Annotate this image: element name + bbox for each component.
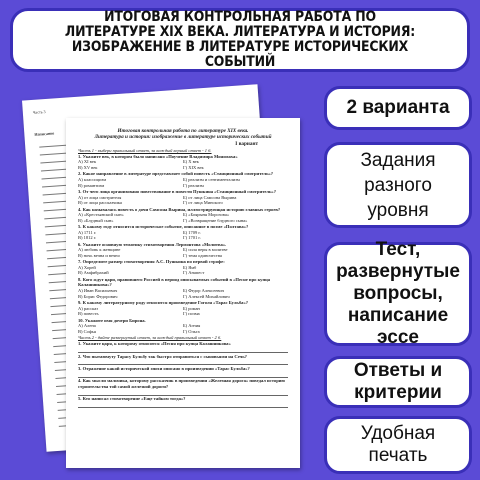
badge-variants-text: 2 варианта xyxy=(346,97,450,118)
answer-line xyxy=(78,347,288,353)
answer-option: Г) тема одиночества xyxy=(183,252,222,258)
badge-levels-line: уровня xyxy=(367,199,429,221)
question-text: 7. Определите размер стихотворения А.С. Пушкина по первой строфе: xyxy=(78,259,225,265)
worksheet-front-page xyxy=(66,118,300,468)
question-options xyxy=(78,288,288,299)
answer-option: Г) Анапест xyxy=(183,270,205,276)
back-part-label: Часть 3 xyxy=(32,109,46,115)
question-options xyxy=(78,195,288,206)
badge-task-types-line: Тест, xyxy=(375,239,421,260)
open-question-text: 1. Укажите царя, к которому относится «Песня про купца Калашникова» xyxy=(78,341,231,347)
answer-option: В) романтизм xyxy=(78,182,105,188)
answer-option: Б) «Боярыня Морозова» xyxy=(183,212,230,218)
question-text: 8. Кого ждут цари, правившего Россией в период описываемых событий в «Песне про купца Калашникова»? xyxy=(78,276,271,288)
question-text: 3. От чего лица организовано повествование в повести Пушкина «Станционный смотритель»? xyxy=(78,188,277,194)
part1-instructions: Часть 1 - выбери правильный ответ, за каждый верный ответ - 1 б. xyxy=(78,148,212,153)
part2-instructions: Часть 2 - дайте развернутый ответ, за каждый правильный ответ - 2 б. xyxy=(78,335,222,341)
banner-title: ИТОГОВАЯ КОНТРОЛЬНАЯ РАБОТА ПО ЛИТЕРАТУРЕ XIX ВЕКА. ЛИТЕРАТУРА И ИСТОРИЯ: ИЗОБРАЖЕНИЕ В ЛИТЕРАТУРЕ ИСТОРИЧЕСКИХ СОБЫТИЙ xyxy=(64,9,416,70)
answer-option: Б) реализм и сентиментализм xyxy=(183,176,240,182)
answer-option: Б) сила веры в молитве xyxy=(183,247,228,253)
answer-option: В) от лица рассказчика xyxy=(78,200,122,206)
question-options xyxy=(78,230,288,241)
answer-option: В) ночь вечна и вечно xyxy=(78,252,120,258)
answer-line xyxy=(78,360,288,366)
question-options xyxy=(78,247,288,258)
open-question-text: 2. Что пытаюмуту Тарасу Бульбу так быстро отправиться с сыновьями на Сечь? xyxy=(78,353,247,359)
answer-line xyxy=(78,372,288,378)
badge-task-types-line: эссе xyxy=(377,327,419,348)
title-banner xyxy=(10,8,470,72)
open-question-text: 5. Кто написал стихотворение «Еще тайком тогда»? xyxy=(78,396,186,402)
badge-print xyxy=(324,416,472,474)
question-text: 6. Укажите основную тематику стихотворения Лермонтова «Молитва». xyxy=(78,241,227,247)
answer-option: Б) X век xyxy=(183,159,199,165)
badge-answers xyxy=(324,356,472,408)
question-text: 1. Укажите век, в котором было написано «Поучение Владимира Мономаха» xyxy=(78,153,238,159)
open-question-text: 3. Отражение какой исторической эпохи описано в произведении «Тарас Бульба»? xyxy=(78,365,250,371)
answer-option: Г) реализм xyxy=(183,182,204,188)
badge-print-line: печать xyxy=(368,445,428,466)
answer-option: Г) от лица Минского xyxy=(183,200,223,206)
question-text: 5. К какому году относится историческое событие, описанное в поэме «Полтава»? xyxy=(78,224,249,230)
answer-option: В) повесть xyxy=(78,311,99,317)
open-question-text: 4. Как мысли мальчика, которому рассказчик в произведении «Железная дорога» поведал историю строительства той самой железной дороги? xyxy=(78,378,285,389)
answer-option: Г) поэма xyxy=(183,311,200,317)
question-text: 4. Как называлась повесть о дочи Самсона Вырина, иллюстрирующая историю главных героев? xyxy=(78,206,281,212)
badge-levels xyxy=(324,142,472,228)
answer-option: А) Хорей xyxy=(78,264,96,270)
answer-option: Б) Ямб xyxy=(183,264,197,270)
answer-option: Г) 1701 г. xyxy=(183,235,201,241)
badge-levels-line: разного xyxy=(364,174,432,196)
answer-option: А) от лица смотрителя xyxy=(78,194,122,200)
answer-option: А) рассказ xyxy=(78,305,99,311)
answer-option: А) любовь к женщине xyxy=(78,247,121,253)
answer-option: Б) от лица Самсона Вырина xyxy=(183,194,237,200)
question-text: 10. Укажите имя дочери Бирона. xyxy=(78,317,146,323)
answer-option: Б) 1709 г. xyxy=(183,229,201,235)
badge-answers-line: Ответы и xyxy=(353,360,443,381)
answer-option: В) Софья xyxy=(78,328,96,334)
answer-option: А) XI век xyxy=(78,159,97,165)
badge-task-types-line: вопросы, xyxy=(353,283,443,304)
badge-variants xyxy=(324,86,472,130)
open-question-list xyxy=(78,341,288,408)
answer-option: В) Борис Федорович xyxy=(78,293,118,299)
worksheet-title: Итоговая контрольная работа по литературе XIX века. xyxy=(117,128,249,134)
answer-option: Г) «Возвращение блудного сына» xyxy=(183,217,248,223)
worksheet-subtitle: Литература и история: изображение в литературе исторических событий xyxy=(94,134,272,140)
answer-option: Б) Агния xyxy=(183,323,201,329)
question-options xyxy=(78,212,288,223)
answer-option: А) Иван Васильевич xyxy=(78,288,118,294)
answer-option: А) 1711 г. xyxy=(78,229,97,235)
badge-answers-line: критерии xyxy=(354,382,442,403)
answer-option: А) классицизм xyxy=(78,176,107,182)
question-options xyxy=(78,323,288,334)
variant-label: I вариант xyxy=(235,141,258,147)
back-task-label: Написание xyxy=(34,130,55,137)
badge-task-types-line: написание xyxy=(347,305,449,326)
answer-option: Г) Ольга xyxy=(183,328,200,334)
answer-option: В) Амфибрахий xyxy=(78,270,109,276)
answer-option: В) 1812 г. xyxy=(78,235,97,241)
answer-line xyxy=(78,402,288,408)
question-text: 9. К какому литературному роду относится произведение Гоголя «Тарас Бульба»? xyxy=(78,300,249,306)
answer-option: А) Алена xyxy=(78,323,96,329)
badge-print-line: Удобная xyxy=(360,423,436,444)
answer-option: В) «Блудный сын» xyxy=(78,217,114,223)
question-text: 2. Какое направление в литературе представляет собой повесть «Станционный смотритель»? xyxy=(78,171,274,177)
badge-task-types-line: развернутые xyxy=(336,261,460,282)
question-options xyxy=(78,306,288,317)
answer-option: Г) Алексей Михайлович xyxy=(183,293,230,299)
question-list xyxy=(78,154,288,335)
badge-levels-line: Задания xyxy=(360,149,436,171)
answer-option: Б) Федор Алексеевич xyxy=(183,288,225,294)
badge-task-types xyxy=(324,239,472,348)
question-options xyxy=(78,265,288,276)
question-options xyxy=(78,177,288,188)
question-options xyxy=(78,159,288,170)
answer-option: А) «Крестьянский сын» xyxy=(78,212,124,218)
answer-option: Г) XIX век xyxy=(183,164,204,170)
answer-option: Б) роман xyxy=(183,305,200,311)
answer-line xyxy=(78,390,288,396)
answer-option: В) XV век xyxy=(78,164,98,170)
